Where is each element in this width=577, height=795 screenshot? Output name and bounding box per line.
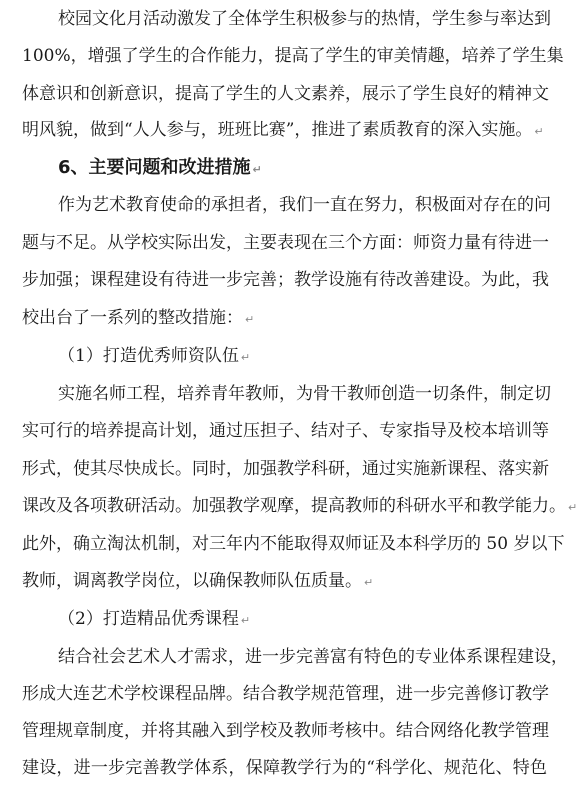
- line-text: 管理规章制度，并将其融入到学校及教师考核中。结合网络化教学管理: [22, 721, 549, 741]
- text-line: [0, 233, 569, 253]
- line-text: 体意识和创新意识，提高了学生的人文素养，展示了学生良好的精神文: [22, 84, 549, 104]
- text-line: [0, 571, 569, 593]
- line-text: 课改及各项教研活动。加强教学观摩，提高教师的科研水平和教学能力。: [22, 496, 566, 516]
- paragraph-mark-icon: ↵: [568, 501, 577, 514]
- text-line: [0, 496, 577, 518]
- subsection-heading: [0, 346, 569, 368]
- line-text: 结合社会艺术人才需求，进一步完善富有特色的专业体系课程建设，: [58, 647, 568, 667]
- text-line: [0, 721, 569, 741]
- text-line: [0, 647, 569, 667]
- text-line: [0, 270, 569, 290]
- line-text: （1）打造优秀师资队伍: [58, 346, 239, 366]
- section-heading: [0, 158, 569, 180]
- paragraph-mark-icon: ↵: [534, 125, 544, 138]
- text-line: [0, 684, 569, 704]
- text-line: [0, 308, 569, 330]
- paragraph-mark-icon: ↵: [240, 351, 251, 364]
- line-text: 此外，确立淘汰机制，对三年内不能取得双师证及本科学历的 50 岁以下: [22, 534, 565, 554]
- line-text: 校园文化月活动激发了全体学生积极参与的热情，学生参与率达到: [58, 9, 551, 29]
- text-line: [0, 46, 569, 66]
- line-text: 教师，调离教学岗位，以确保教师队伍质量。: [22, 571, 362, 591]
- line-text: 实施名师工程，培养青年教师，为骨干教师创造一切条件，制定切: [58, 384, 551, 404]
- text-line: [0, 120, 569, 142]
- line-text: 形式，使其尽快成长。同时，加强教学科研，通过实施新课程、落实新: [22, 459, 549, 479]
- line-text: 6、主要问题和改进措施: [58, 157, 251, 178]
- line-text: 步加强；课程建设有待进一步完善；教学设施有待改善建设。为此，我: [22, 270, 549, 290]
- text-line: [0, 421, 569, 441]
- line-text: 形成大连艺术学校课程品牌。结合教学规范管理，进一步完善修订教学: [22, 684, 549, 704]
- line-text: 实可行的培养提高计划，通过压担子、结对子、专家指导及校本培训等: [22, 421, 549, 441]
- text-line: [0, 195, 569, 215]
- paragraph-mark-icon: ↵: [364, 576, 374, 589]
- line-text: 题与不足。从学校实际出发，主要表现在三个方面：师资力量有待进一: [22, 233, 549, 253]
- text-line: [0, 758, 569, 778]
- text-line: [0, 459, 569, 479]
- paragraph-mark-icon: ↵: [245, 313, 255, 326]
- text-line: [0, 84, 569, 104]
- line-text: 明风貌，做到“人人参与，班班比赛”，推进了素质教育的深入实施。: [22, 120, 533, 140]
- line-text: 作为艺术教育使命的承担者，我们一直在努力，积极面对存在的问: [58, 195, 551, 215]
- line-text: 校出台了一系列的整改措施：: [22, 308, 243, 328]
- text-line: [0, 384, 569, 404]
- line-text: （2）打造精品优秀课程: [58, 609, 239, 629]
- line-text: 100%，增强了学生的合作能力，提高了学生的审美情趣，培养了学生集: [22, 46, 564, 66]
- paragraph-mark-icon: ↵: [240, 614, 251, 627]
- line-text: 建设，进一步完善教学体系，保障教学行为的“科学化、规范化、特色: [22, 758, 547, 778]
- text-line: [0, 534, 569, 554]
- text-line: [0, 9, 569, 29]
- subsection-heading: [0, 609, 569, 631]
- paragraph-mark-icon: ↵: [252, 163, 262, 176]
